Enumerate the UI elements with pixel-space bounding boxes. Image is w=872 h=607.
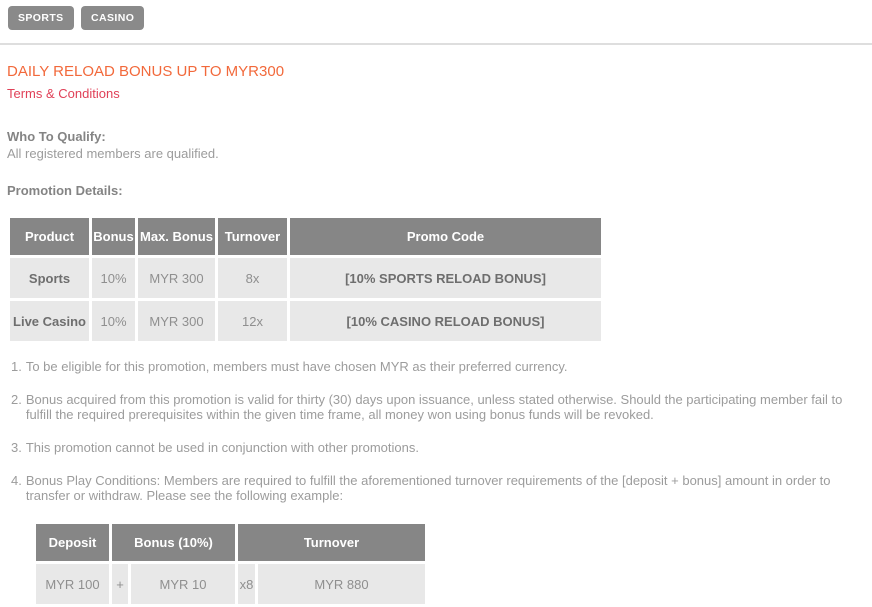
col-header-promo-code: Promo Code <box>289 217 603 257</box>
cell-product: Live Casino <box>9 300 91 343</box>
col-header-bonus: Bonus <box>91 217 137 257</box>
tab-casino[interactable]: CASINO <box>81 6 144 30</box>
divider <box>0 43 872 45</box>
turnover-example-table <box>33 521 428 607</box>
list-item <box>11 473 862 503</box>
list-item-number: 4. <box>11 473 22 488</box>
qualify-text: All registered members are qualified. <box>7 146 219 161</box>
list-item-text: This promotion cannot be used in conjunction with other promotions. <box>25 440 419 455</box>
list-item-number: 3. <box>11 440 22 455</box>
cell-bonus-amount: MYR 10 <box>130 563 237 606</box>
promotion-details-heading: Promotion Details: <box>7 183 123 198</box>
promo-content <box>0 63 872 607</box>
list-item <box>11 392 862 422</box>
list-item <box>11 359 862 374</box>
col-header-turnover: Turnover <box>217 217 289 257</box>
qualify-heading: Who To Qualify: <box>7 129 106 144</box>
table-header-row <box>35 523 427 563</box>
cell-product: Sports <box>9 257 91 300</box>
col-header-bonus-10: Bonus (10%) <box>111 523 237 563</box>
list-item-number: 1. <box>11 359 22 374</box>
table-row <box>9 257 603 300</box>
cell-deposit: MYR 100 <box>35 563 111 606</box>
cell-promo-code: [10% SPORTS RELOAD BONUS] <box>289 257 603 300</box>
col-header-product: Product <box>9 217 91 257</box>
promotion-details-table <box>7 215 604 344</box>
list-item <box>11 440 862 455</box>
col-header-deposit: Deposit <box>35 523 111 563</box>
promo-title: DAILY RELOAD BONUS UP TO MYR300 <box>7 63 285 80</box>
cell-turnover: 12x <box>217 300 289 343</box>
table-row <box>9 300 603 343</box>
terms-list <box>11 359 862 503</box>
cell-turnover-amount: MYR 880 <box>257 563 427 606</box>
list-item-text: Bonus acquired from this promotion is valid for thirty (30) days upon issuance, unless stated otherwise. Should the participating member fail to fulfill the required prerequisites within the given time frame, all money won using bonus funds will be revoked. <box>25 392 843 422</box>
terms-and-conditions-link[interactable]: Terms & Conditions <box>7 86 120 101</box>
cell-promo-code: [10% CASINO RELOAD BONUS] <box>289 300 603 343</box>
table-header-row <box>9 217 603 257</box>
table-row <box>35 563 427 606</box>
cell-max-bonus: MYR 300 <box>137 300 217 343</box>
cell-bonus: 10% <box>91 300 137 343</box>
list-item-text: To be eligible for this promotion, members must have chosen MYR as their preferred currency. <box>25 359 568 374</box>
list-item-text: Bonus Play Conditions: Members are required to fulfill the aforementioned turnover requirements of the [deposit + bonus] amount in order to transfer or withdraw. Please see the following example: <box>25 473 831 503</box>
cell-bonus: 10% <box>91 257 137 300</box>
cell-turnover: 8x <box>217 257 289 300</box>
tab-sports[interactable]: SPORTS <box>8 6 74 30</box>
top-tab-bar <box>0 0 872 30</box>
cell-max-bonus: MYR 300 <box>137 257 217 300</box>
qualify-section <box>7 129 862 161</box>
cell-multiplier: x8 <box>237 563 257 606</box>
col-header-turnover: Turnover <box>237 523 427 563</box>
cell-plus-sign: + <box>111 563 130 606</box>
list-item-number: 2. <box>11 392 22 407</box>
col-header-max-bonus: Max. Bonus <box>137 217 217 257</box>
